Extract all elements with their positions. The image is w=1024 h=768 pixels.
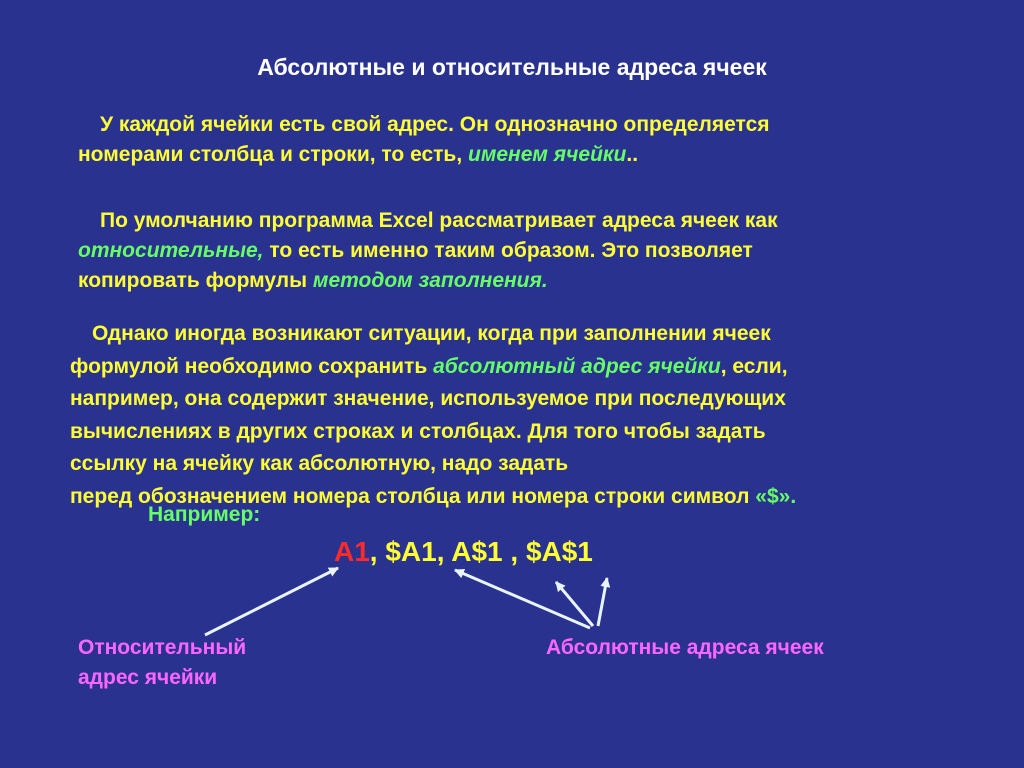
slide-title: Абсолютные и относительные адреса ячеек: [257, 54, 767, 80]
relative-address-label: [78, 633, 246, 693]
p3-emphasis-absolute: абсолютный адрес ячейки: [433, 354, 721, 378]
p3-line5: ссылку на ячейку как абсолютную, надо задать: [70, 452, 569, 475]
p2-line3: копировать формулы: [78, 269, 313, 292]
p1-line1: У каждой ячейки есть свой адрес. Он однозначно определяется: [100, 113, 770, 136]
arrow-to-relative: [205, 568, 338, 635]
example-label: Например:: [148, 503, 261, 526]
p1-line2-end: ..: [626, 143, 639, 166]
p3-line4: вычислениях в других строках и столбцах. Для того чтобы задать: [70, 419, 766, 443]
p3-line1: Однако иногда возникают ситуации, когда при заполнении ячеек: [92, 322, 771, 345]
relative-label-line2: адрес ячейки: [78, 666, 218, 689]
relative-address: A1: [334, 536, 370, 567]
p3-line3: например, она содержит значение, используемое при последующих: [70, 387, 786, 410]
p3-line2-end: , если,: [720, 354, 788, 378]
p2-emphasis-relative: относительные,: [78, 239, 264, 262]
arrow-to-dollar-a-dollar-1: [598, 578, 607, 626]
p1-line2: номерами столбца и строки, то есть,: [78, 143, 469, 166]
p1-emphasis: именем ячейки: [468, 143, 627, 166]
absolute-addresses-label: Абсолютные адреса ячеек: [546, 636, 824, 659]
p3-line2: формулой необходимо сохранить: [70, 354, 434, 378]
p3-line6: перед обозначением номера столбца или номера строки символ: [70, 484, 756, 508]
absolute-addresses: , $A1, A$1 , $A$1: [369, 536, 593, 567]
arrow-to-a-dollar-1: [556, 582, 593, 626]
relative-label-line1: Относительный: [78, 636, 247, 659]
dollar-symbol: «$».: [755, 484, 797, 508]
p2-line2: то есть именно таким образом. Это позволяет: [263, 239, 753, 262]
p2-line1: По умолчанию программа Excel рассматривает адреса ячеек как: [100, 209, 778, 232]
p2-emphasis-fill: методом заполнения.: [312, 269, 548, 292]
